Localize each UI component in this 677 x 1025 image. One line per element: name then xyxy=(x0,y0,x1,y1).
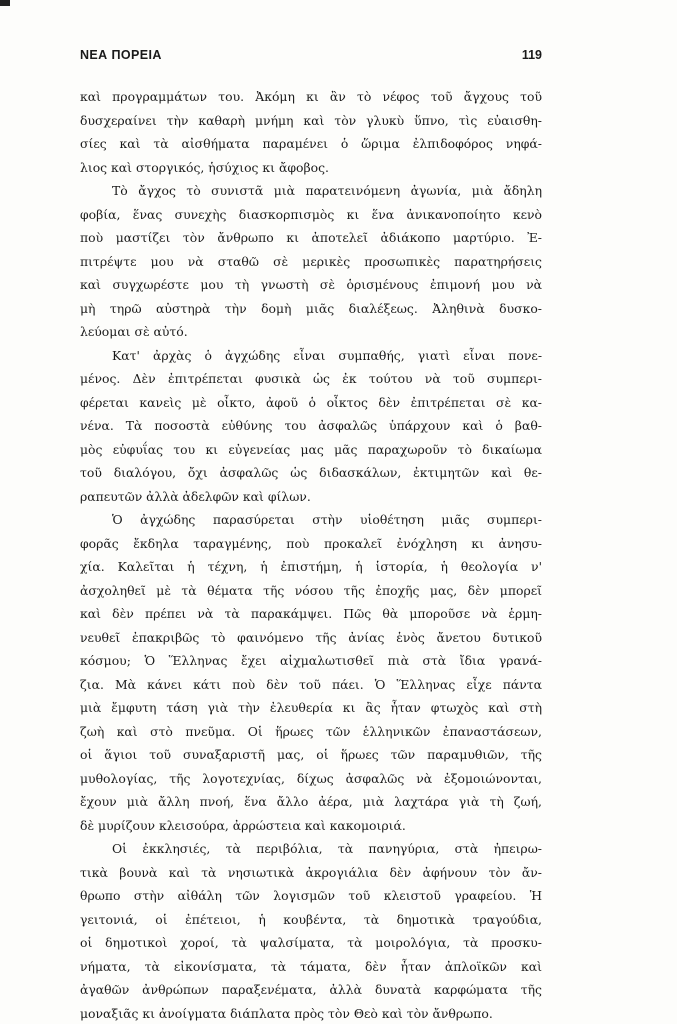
text-line: δὲ μυρίζουν κλεισούρα, ἀρρώστεια καὶ κακομοιριά. xyxy=(80,814,542,838)
text-line: γειτονιά, οἱ ἐπέτειοι, ἡ κουβέντα, τὰ δημοτικὰ τραγούδια, xyxy=(80,908,542,932)
text-line: χία. Καλεῖται ἡ τέχνη, ἡ ἐπιστήμη, ἡ ἱστορία, ἡ θεολογία ν' xyxy=(80,555,542,579)
text-line: τοῦ διαλόγου, ὄχι ἀσφαλῶς ὡς διδασκάλων, ἐκτιμητῶν καὶ θε- xyxy=(80,461,542,485)
text-line: λιος καὶ στοργικός, ἡσύχιος κι ἄφοβος. xyxy=(80,156,542,180)
running-title: ΝΕΑ ΠΟΡΕΙΑ xyxy=(80,48,162,62)
text-line: ζια. Μὰ κάνει κάτι ποὺ δὲν τοῦ πάει. Ὁ Ἕλληνας εἶχε πάντα xyxy=(80,673,542,697)
paragraph-first-line: Οἱ ἐκκλησιές, τὰ περιβόλια, τὰ πανηγύρια, στὰ ἠπειρω- xyxy=(80,837,542,861)
paragraph-first-line: Κατ' ἀρχὰς ὁ ἀγχώδης εἶναι συμπαθής, γιατὶ εἶναι πονε- xyxy=(80,344,542,368)
page-number: 119 xyxy=(522,48,542,62)
text-line: ἀσχοληθεῖ μὲ τὰ θέματα τῆς νόσου τῆς ἐποχῆς μας, δὲν μπορεῖ xyxy=(80,579,542,603)
scan-corner-mark xyxy=(0,0,10,6)
text-line: ἀγαθῶν ἀνθρώπων παραξενέματα, ἀλλὰ δυνατὰ καρφώματα τῆς xyxy=(80,978,542,1002)
text-line: καὶ προγραμμάτων του. Ἀκόμη κι ἂν τὸ νέφος τοῦ ἄγχους τοῦ xyxy=(80,85,542,109)
body-text xyxy=(80,85,542,1025)
text-line: μὸς εὐφυΐας του κι εὐγενείας μας μᾶς παραχωροῦν τὸ δικαίωμα xyxy=(80,438,542,462)
text-line: φορᾶς ἔκδηλα ταραγμένης, ποὺ προκαλεῖ ἐνόχληση κι ἀνησυ- xyxy=(80,532,542,556)
text-line: ποὺ μαστίζει τὸν ἄνθρωπο κι ἀποτελεῖ ἀδιάκοπο μαρτύριο. Ἐ- xyxy=(80,226,542,250)
paragraph-first-line: Ὁ ἀγχώδης παρασύρεται στὴν υἱοθέτηση μιᾶς συμπερι- xyxy=(80,508,542,532)
text-line: νένα. Τὰ ποσοστὰ εὐθύνης του ἀσφαλῶς ὑπάρχουν καὶ ὁ βαθ- xyxy=(80,414,542,438)
text-line: ἔχουν μιὰ ἄλλη πνοή, ἕνα ἄλλο ἀέρα, μιὰ λαχτάρα γιὰ τὴ ζωή, xyxy=(80,790,542,814)
text-line: μένος. Δὲν ἐπιτρέπεται φυσικὰ ὡς ἐκ τούτου νὰ τοῦ συμπερι- xyxy=(80,367,542,391)
text-line: νευθεῖ ἐπακριβῶς τὸ φαινόμενο τῆς ἀνίας ἑνὸς ἄνετου δυτικοῦ xyxy=(80,626,542,650)
text-line: ραπευτῶν ἀλλὰ ἀδελφῶν καὶ φίλων. xyxy=(80,485,542,509)
running-head xyxy=(80,48,542,68)
text-line: μοναξιᾶς κι ἀνοίγματα διάπλατα πρὸς τὸν Θεὸ καὶ τὸν ἄνθρωπο. xyxy=(80,1002,542,1025)
text-line: νήματα, τὰ εἰκονίσματα, τὰ τάματα, δὲν ἦταν ἀπλοϊκῶν καὶ xyxy=(80,955,542,979)
text-line: μιὰ ἔμφυτη τάση γιὰ τὴν ἐλευθερία κι ἂς ἦταν φτωχὸς καὶ στὴ xyxy=(80,696,542,720)
text-line: τικὰ βουνὰ καὶ τὰ νησιωτικὰ ἀκρογιάλια δὲν ἀφήνουν τὸν ἄν- xyxy=(80,861,542,885)
text-line: καὶ δὲν πρέπει νὰ τὰ παρακάμψει. Πῶς θὰ μποροῦσε νὰ ἑρμη- xyxy=(80,602,542,626)
text-line: καὶ συγχωρέστε μου τὴ γνωστὴ σὲ ὁρισμένους ἐπιμονή μου νὰ xyxy=(80,273,542,297)
text-line: μυθολογίας, τῆς λογοτεχνίας, δίχως ἀσφαλῶς νὰ ἐξομοιώνονται, xyxy=(80,767,542,791)
text-line: θρωπο στὴν αἰθάλη τῶν λογισμῶν τοῦ κλειστοῦ γραφείου. Ἡ xyxy=(80,884,542,908)
text-line: οἱ ἅγιοι τοῦ συναξαριστῆ μας, οἱ ἥρωες τῶν παραμυθιῶν, τῆς xyxy=(80,743,542,767)
text-line: ζωὴ καὶ στὸ πνεῦμα. Οἱ ἥρωες τῶν ἑλληνικῶν ἐπαναστάσεων, xyxy=(80,720,542,744)
text-line: δυσχεραίνει τὴν καθαρὴ μνήμη καὶ τὸν γλυκὺ ὕπνο, τὶς εὐαισθη- xyxy=(80,109,542,133)
text-line: πιτρέψτε μου νὰ σταθῶ σὲ μερικὲς προσωπικὲς παρατηρήσεις xyxy=(80,250,542,274)
text-line: λεύομαι σὲ αὐτό. xyxy=(80,320,542,344)
text-line: οἱ δημοτικοὶ χοροί, τὰ ψαλσίματα, τὰ μοιρολόγια, τὰ προσκυ- xyxy=(80,931,542,955)
text-line: φέρεται κανεὶς μὲ οἶκτο, ἀφοῦ ὁ οἶκτος δὲν ἐπιτρέπεται σὲ κα- xyxy=(80,391,542,415)
text-line: φοβία, ἕνας συνεχὴς διασκορπισμὸς κι ἕνα ἀνικανοποίητο κενὸ xyxy=(80,203,542,227)
text-line: μὴ τηρῶ αὐστηρὰ τὴν δομὴ μιᾶς διαλέξεως. Ἀληθινὰ δυσκο- xyxy=(80,297,542,321)
paragraph-first-line: Τὸ ἄγχος τὸ συνιστᾶ μιὰ παρατεινόμενη ἀγωνία, μιὰ ἄδηλη xyxy=(80,179,542,203)
text-line: σίες καὶ τὰ αἰσθήματα παραμένει ὁ ὥριμα ἐλπιδοφόρος νηφά- xyxy=(80,132,542,156)
text-line: κόσμου; Ὁ Ἕλληνας ἔχει αἰχμαλωτισθεῖ πιὰ στὰ ἴδια γρανά- xyxy=(80,649,542,673)
